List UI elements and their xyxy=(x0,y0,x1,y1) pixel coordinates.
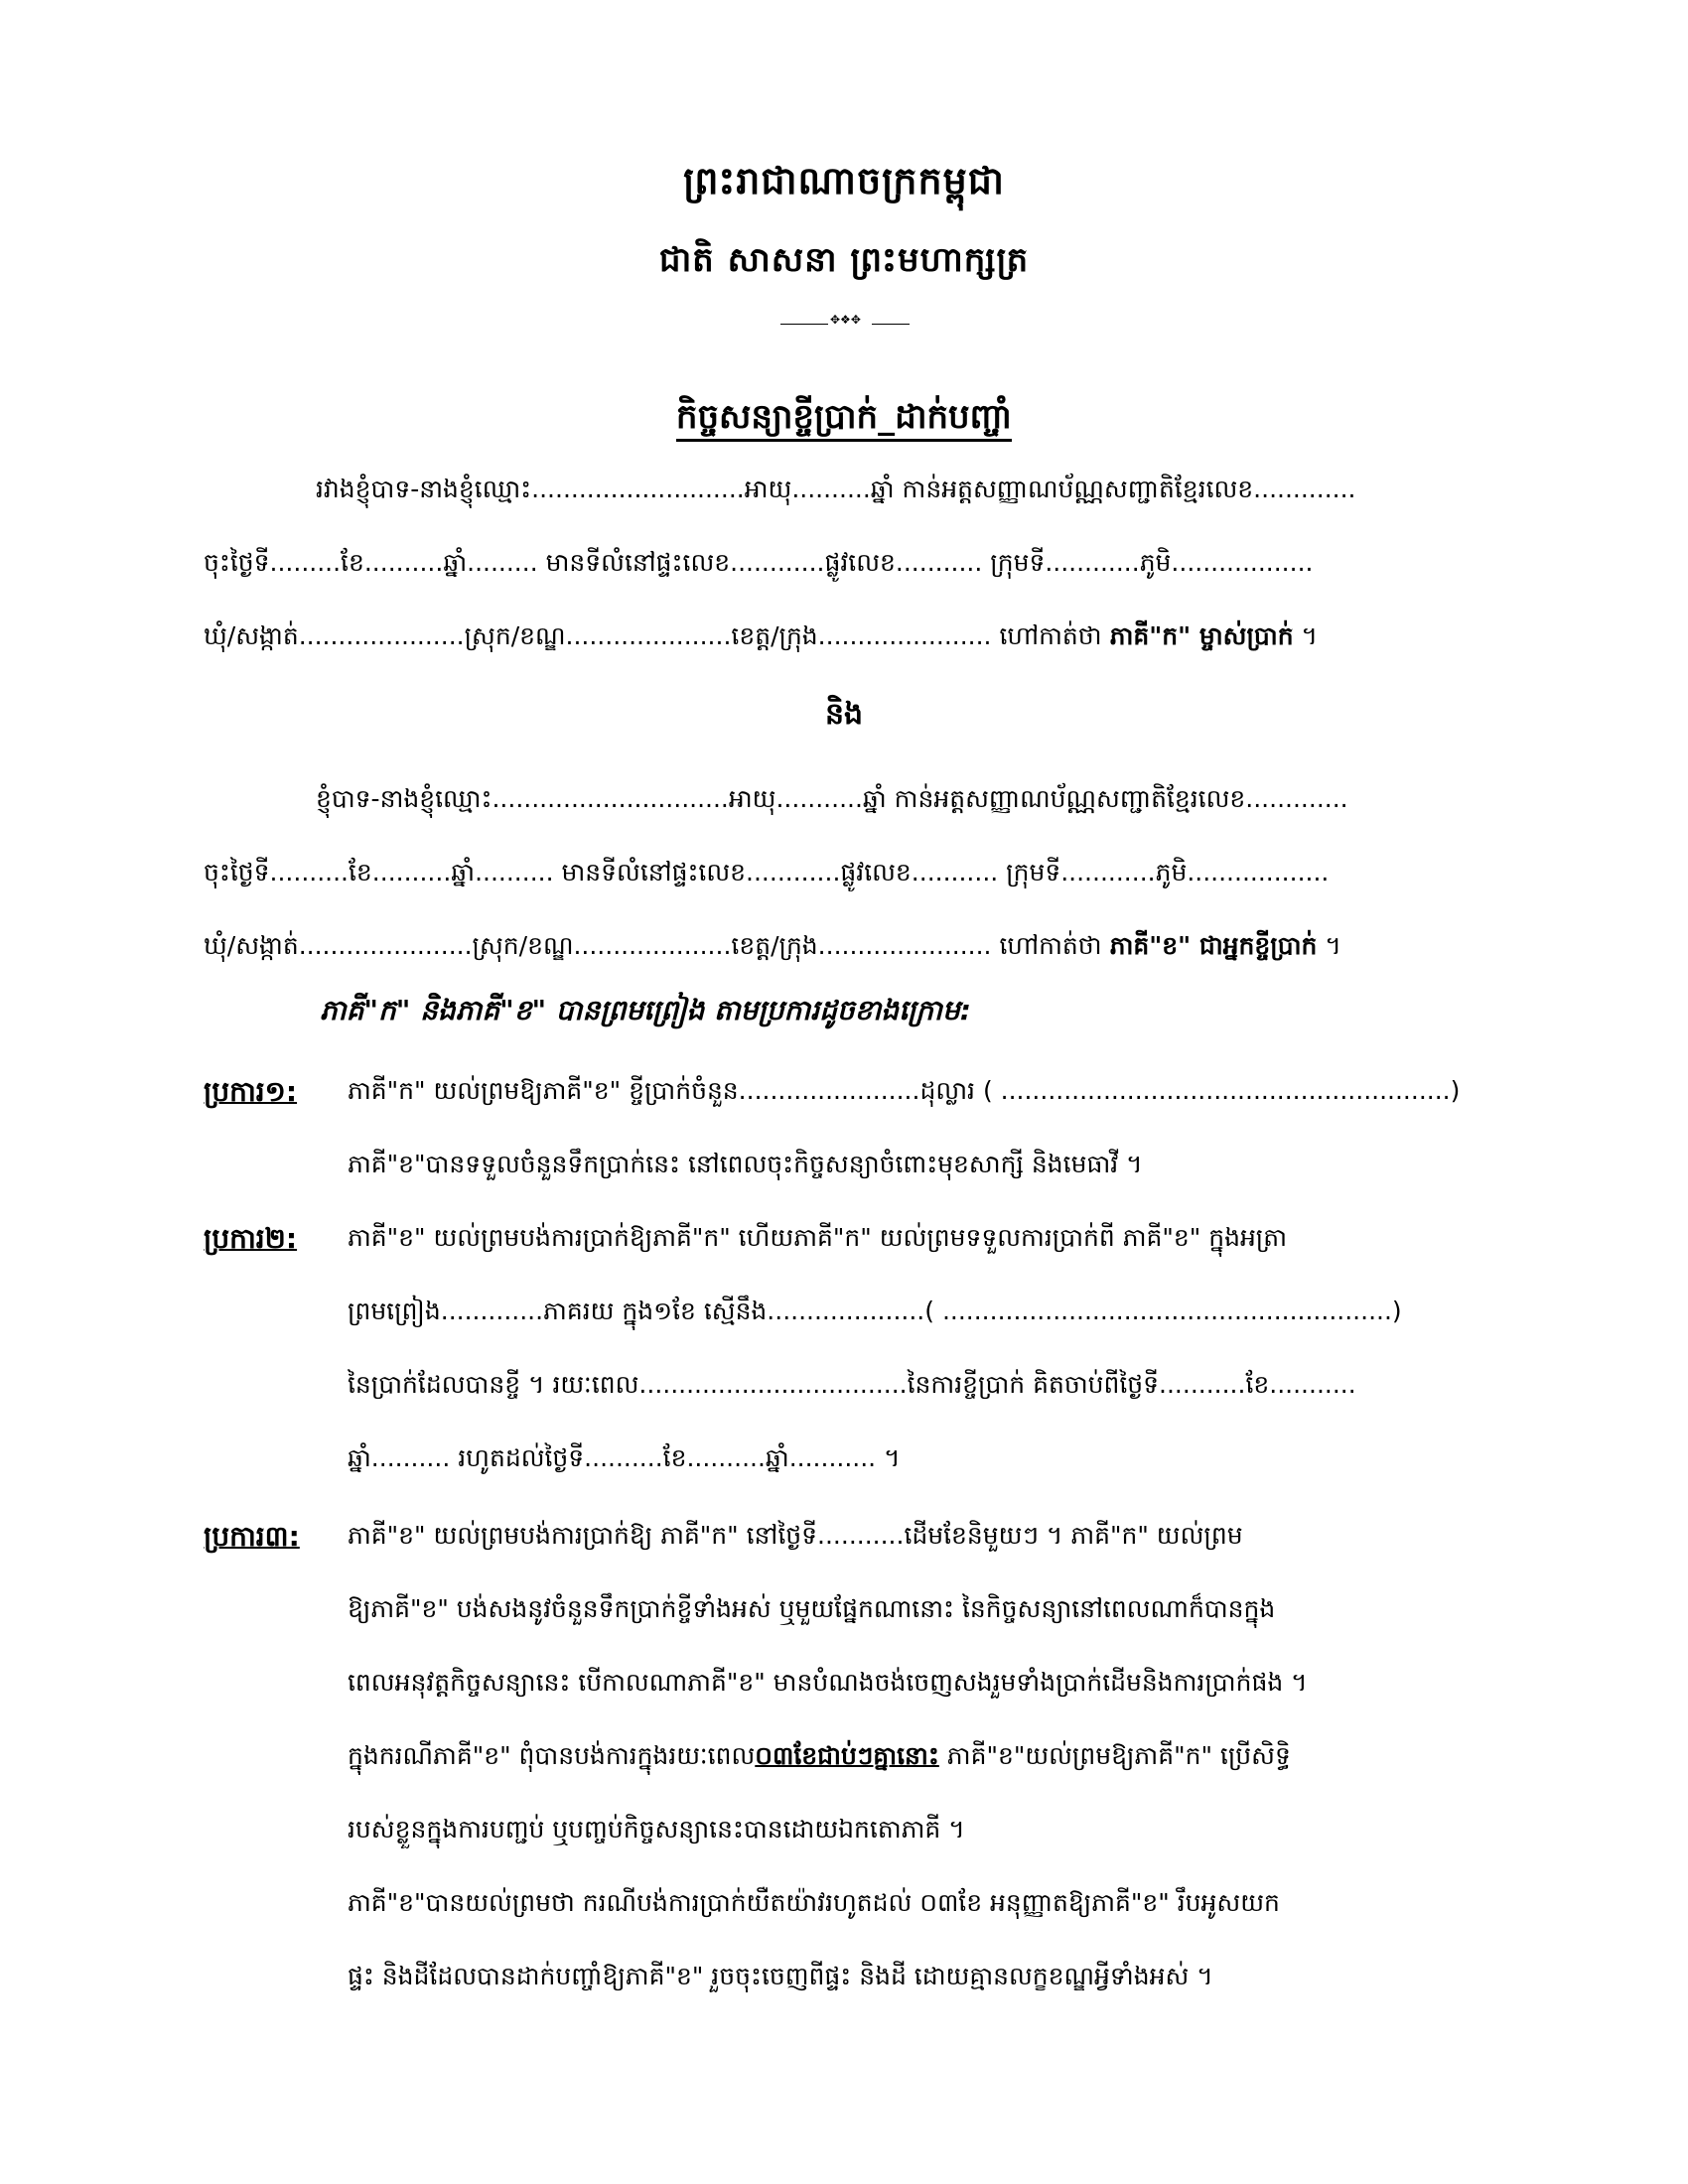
article-2-line-3: នៃប្រាក់ដែលបានខ្ចី ។ រយៈពេល..................................នៃការខ្ចីប្រាក់ គិតចាប់ពីថ្ងៃទី...........ខែ........... xyxy=(348,1370,1356,1399)
period-mark: ។ xyxy=(1293,621,1319,650)
article-3-line-1: ភាគី"ខ" យល់ព្រមបង់ការប្រាក់ឱ្យ ភាគី"ក" នៅថ្ងៃទី...........ដើមខែនិមួយៗ ។ ភាគី"ក" យល់ព្រម xyxy=(348,1521,1243,1550)
article-3-line-6: ភាគី"ខ"បានយល់ព្រមថា ករណីបង់ការប្រាក់យឺតយ៉ាវរហូតដល់ ០៣ខែ អនុញ្ញាតឱ្យភាគី"ខ" រឹបអូសយក xyxy=(348,1888,1280,1917)
article-2-line-4: ឆ្នាំ.......... រហូតដល់ថ្ងៃទី..........ខែ..........ឆ្នាំ........... ។ xyxy=(348,1443,901,1472)
kingdom-heading: ព្រះរាជាណាចក្រកម្ពុជា xyxy=(683,159,1005,203)
article-3-line-4 xyxy=(348,1741,1291,1777)
party-a-line-1: រវាងខ្ញុំបាទ-នាងខ្ញុំឈ្មោះ...........................អាយុ..........ឆ្នាំ កាន់អត្តសញ្ញាណប័ណ្ណសញ្ជាតិខ្មែរលេខ............. xyxy=(316,475,1356,503)
contract-title: កិច្ចសន្យាខ្ចីប្រាក់_ដាក់បញ្ចាំ xyxy=(0,395,1688,445)
party-b-line-3 xyxy=(204,931,1341,967)
article-3-line-4-suffix: ភាគី"ខ"យល់ព្រមឱ្យភាគី"ក" ប្រើសិទ្ធិ xyxy=(938,1741,1291,1770)
article-3-line-7: ផ្ទះ និងដីដែលបានដាក់បញ្ចាំឱ្យភាគី"ខ" រួចចុះចេញពីផ្ទះ និងដី ដោយគ្មានលក្ខខណ្ឌអ្វីទាំងអស់ ។ xyxy=(348,1962,1213,1990)
period-mark: ។ xyxy=(1317,931,1341,960)
party-b-address: ឃុំ/សង្កាត់......................ស្រុក/ខណ្ឌ....................ខេត្ត/ក្រុង...................... ហៅកាត់ថា xyxy=(204,931,1110,960)
ornamental-divider-icon: ✥❖✥ xyxy=(780,321,910,329)
article-3-line-3: ពេលអនុវត្តកិច្ចសន្យានេះ បើកាលណាភាគី"ខ" មានបំណងចង់ចេញសងរួមទាំងប្រាក់ដើមនិងការប្រាក់ផង ។ xyxy=(348,1668,1308,1697)
party-a-line-3 xyxy=(204,621,1318,657)
article-1-line-1: ភាគី"ក" យល់ព្រមឱ្យភាគី"ខ" ខ្ចីប្រាក់ចំនួន.......................ដុល្លារ ( .........................................................) xyxy=(348,1076,1461,1105)
party-a-address: ឃុំ/សង្កាត់.....................ស្រុក/ខណ្ឌ.....................ខេត្ត/ក្រុង...................... ហៅកាត់ថា xyxy=(204,621,1110,650)
and-label: និង xyxy=(824,697,864,732)
article-3-line-4-prefix: ក្នុងករណីភាគី"ខ" ពុំបានបង់ការក្នុងរយៈពេល xyxy=(348,1741,756,1770)
agreement-intro: ភាគី"ក" និងភាគី"ខ" បានព្រមព្រៀង តាមប្រការដូចខាងក្រោម: xyxy=(320,994,971,1026)
motto-heading: ជាតិ សាសនា ព្រះមហាក្សត្រ xyxy=(658,240,1030,280)
article-3-line-5: របស់ខ្លួនក្នុងការបញ្ជប់ ឬបញ្ចប់កិច្ចសន្យានេះបានដោយឯកតោភាគី ។ xyxy=(348,1815,965,1843)
article-1-line-2: ភាគី"ខ"បានទទួលចំនួនទឹកប្រាក់នេះ នៅពេលចុះកិច្ចសន្យាចំពោះមុខសាក្សី និងមេធាវី ។ xyxy=(348,1150,1143,1178)
party-b-line-1: ខ្ញុំបាទ-នាងខ្ញុំឈ្មោះ..............................អាយុ...........ឆ្នាំ កាន់អត្តសញ្ញាណប័ណ្ណសញ្ជាតិខ្មែរលេខ............. xyxy=(316,784,1348,813)
article-2-label: ប្រការ២: xyxy=(204,1222,298,1255)
article-2-line-1: ភាគី"ខ" យល់ព្រមបង់ការប្រាក់ឱ្យភាគី"ក" ហើយភាគី"ក" យល់ព្រមទទួលការប្រាក់ពី ភាគី"ខ" ក្នុងអត្រា xyxy=(348,1223,1288,1252)
article-1-label: ប្រការ១: xyxy=(204,1075,298,1108)
article-3-line-2: ឱ្យភាគី"ខ" បង់សងនូវចំនួនទឹកប្រាក់ខ្ចីទាំងអស់ ឬមួយផ្នែកណានោះ នៃកិច្ចសន្យានៅពេលណាក៏បានក្នុង xyxy=(348,1594,1276,1623)
article-2-line-2: ព្រមព្រៀង.............ភាគរយ ក្នុង១ខែ ស្មើនឹង....................( .........................................................) xyxy=(348,1297,1402,1325)
party-a-role: ភាគី"ក" ម្ចាស់ប្រាក់ xyxy=(1109,621,1294,650)
party-a-line-2: ចុះថ្ងៃទី.........ខែ..........ឆ្នាំ......... មានទីលំនៅផ្ទះលេខ............ផ្លូវលេខ........... ក្រុមទី............ភូមិ.................. xyxy=(204,548,1314,577)
three-months-emphasis: ០៣ខែជាប់ៗគ្នានោះ xyxy=(755,1741,939,1770)
party-b-line-2: ចុះថ្ងៃទី..........ខែ..........ឆ្នាំ.......... មានទីលំនៅផ្ទះលេខ............ផ្លូវលេខ........... ក្រុមទី............ភូមិ.................. xyxy=(204,858,1330,887)
article-3-label: ប្រការ៣: xyxy=(204,1520,300,1553)
party-b-role: ភាគី"ខ" ជាអ្នកខ្ចីប្រាក់ xyxy=(1109,931,1318,960)
